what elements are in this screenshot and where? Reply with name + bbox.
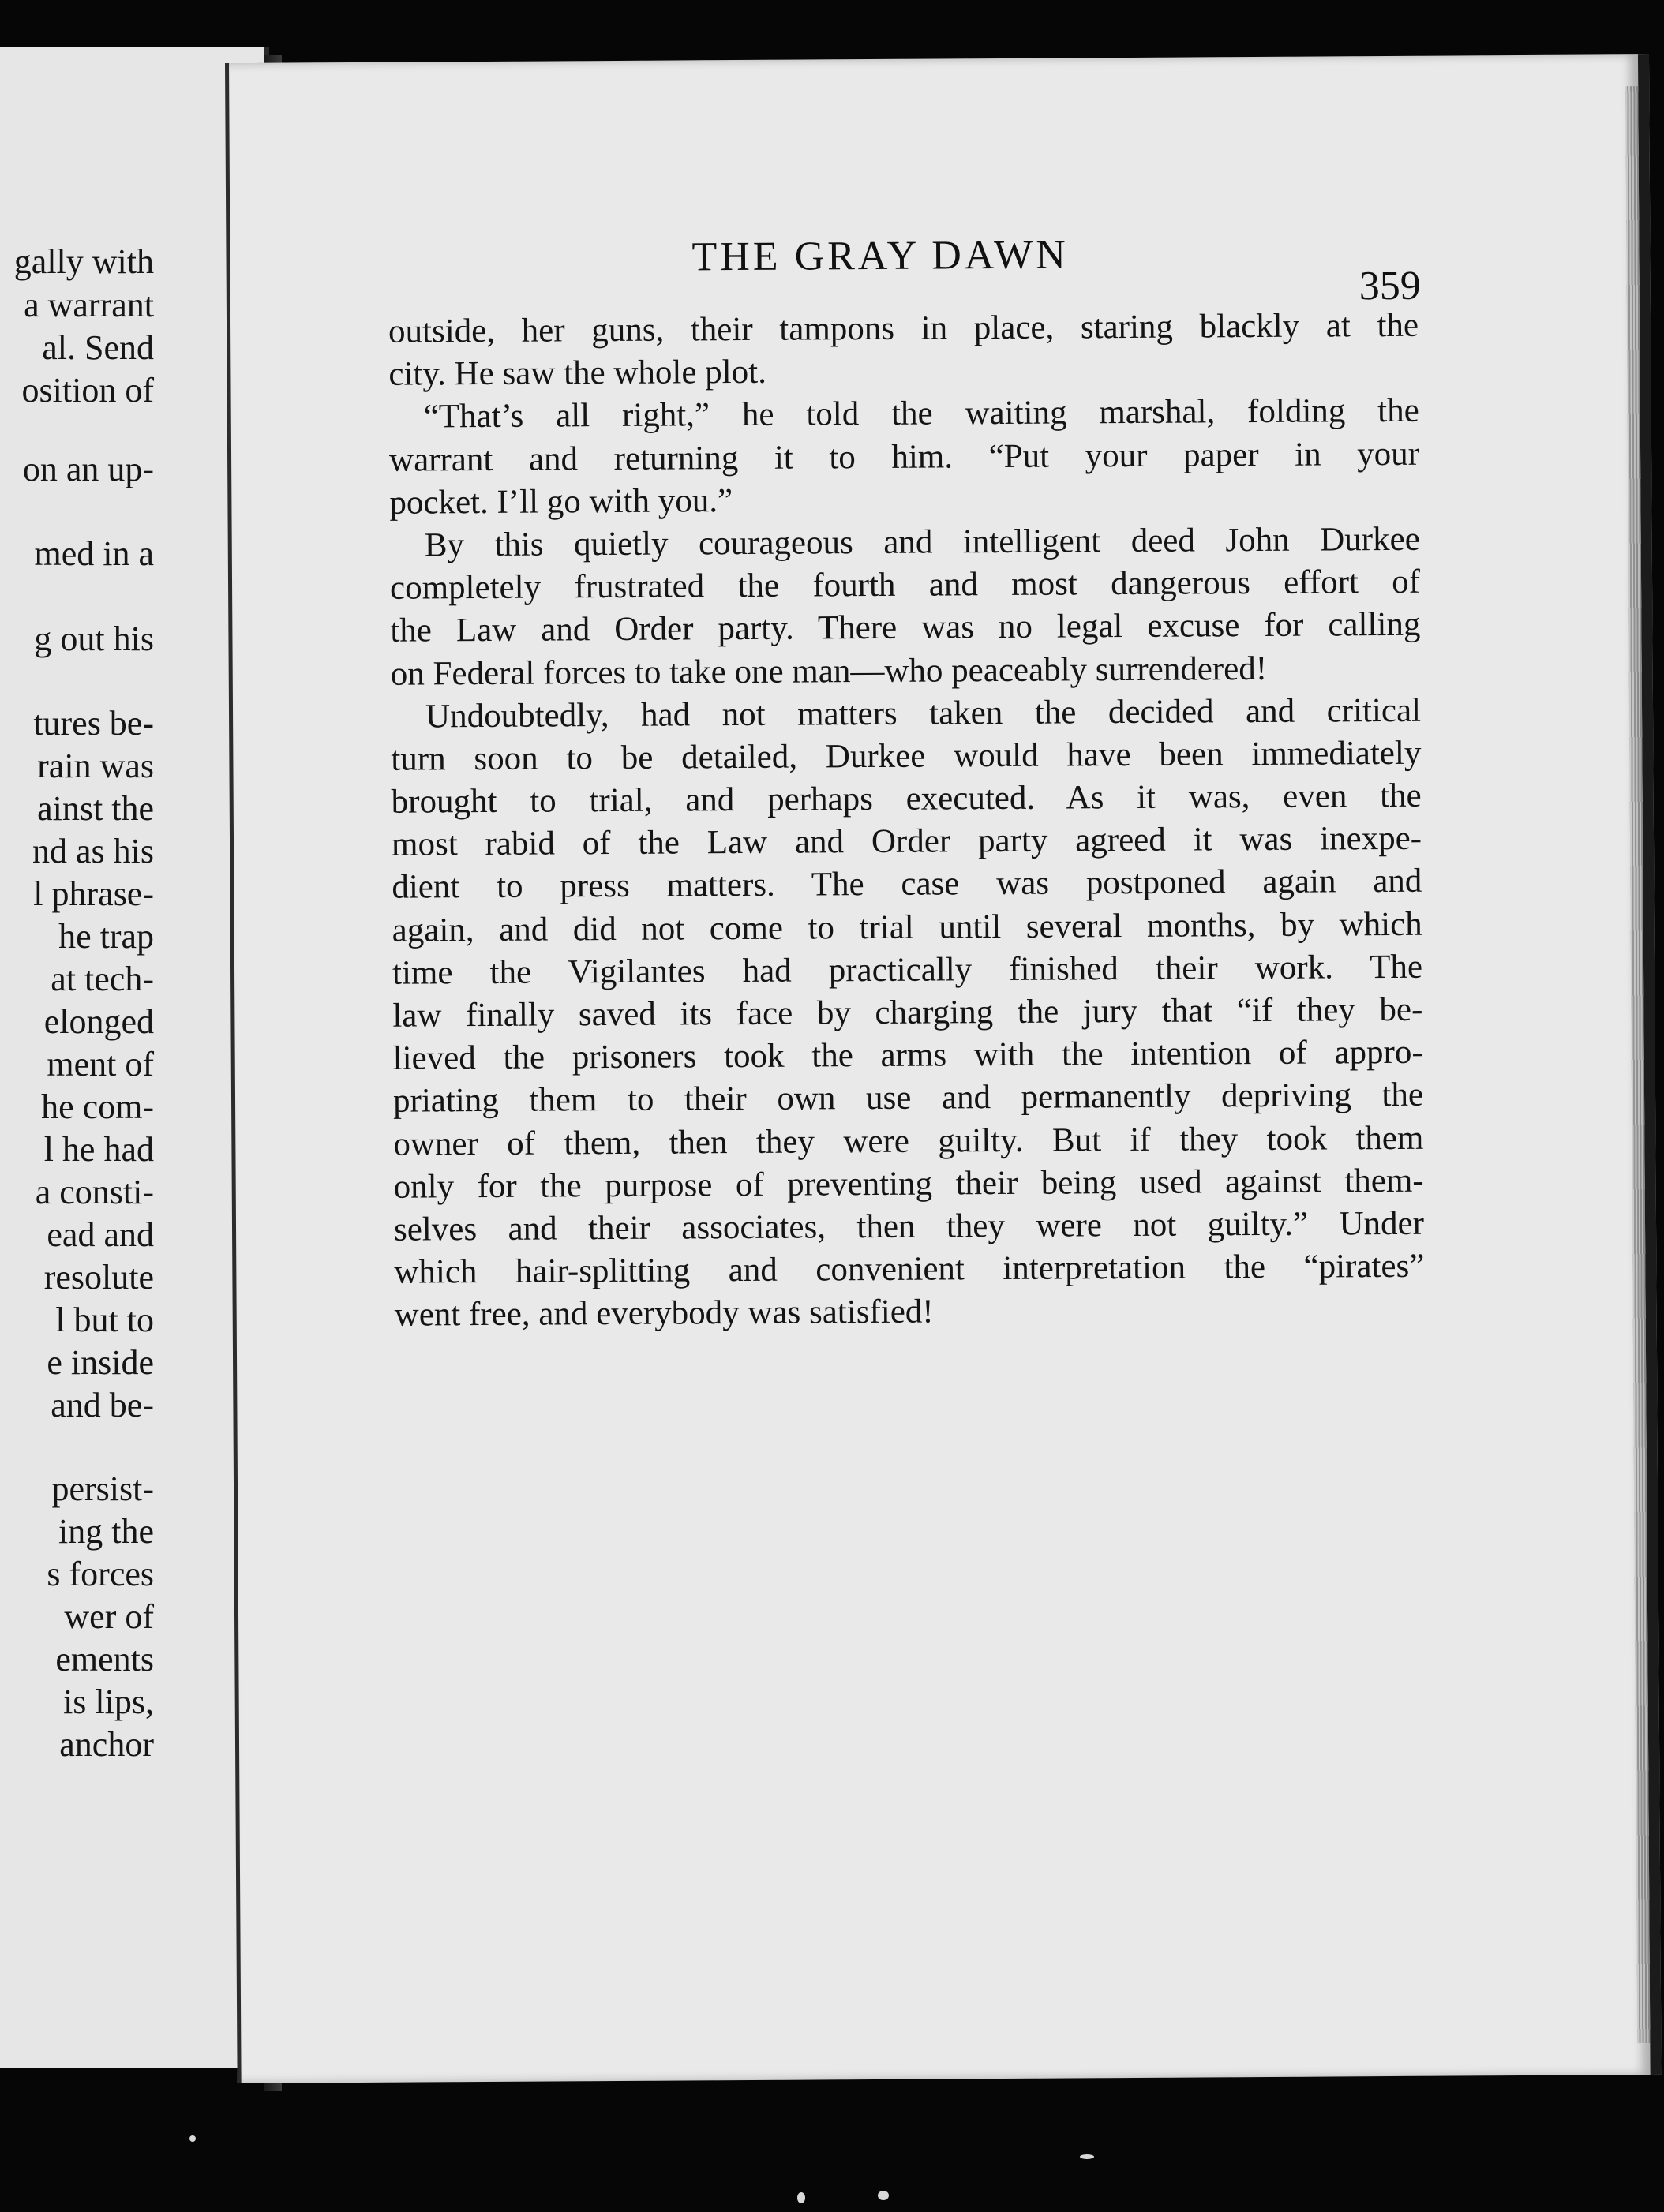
left-page-text-fragment: on an up-	[22, 450, 154, 488]
left-page-text-fragment: and be-	[51, 1386, 154, 1424]
left-page-text-fragment: ing the	[58, 1512, 154, 1551]
left-page-text-fragment: med in a	[34, 534, 154, 573]
left-page-text-fragment: persist-	[51, 1469, 154, 1508]
text-line: warrant and returning it to him. “Put your paper in your	[388, 435, 1420, 479]
scan-speck	[878, 2191, 889, 2200]
text-line: completely frustrated the fourth and most dangerous effort of	[389, 563, 1421, 607]
left-page-text-fragment: at tech-	[51, 960, 154, 998]
left-page-text-fragment: a consti-	[35, 1173, 154, 1211]
left-page-text-fragment: elonged	[43, 1002, 154, 1041]
text-line: again, and did not come to trial until several months, by which	[392, 905, 1422, 949]
left-page-text-fragment: e inside	[47, 1343, 154, 1382]
scan-speck	[189, 2135, 196, 2142]
left-page-text-fragment: he com-	[41, 1087, 154, 1126]
text-line: owner of them, then they were guilty. But if they took them	[393, 1119, 1424, 1163]
text-line: outside, her guns, their tampons in place, staring blackly at the	[388, 306, 1419, 350]
text-line: the Law and Order party. There was no legal excuse for calling	[390, 606, 1421, 650]
text-line: “That’s all right,” he told the waiting marshal, folding the	[423, 392, 1419, 436]
scan-speck	[1080, 2154, 1094, 2159]
text-line: which hair-splitting and convenient interpretation the “pirates”	[394, 1247, 1425, 1291]
left-page-text-fragment: nd as his	[32, 832, 154, 870]
left-page-text-fragment: resolute	[43, 1258, 154, 1297]
text-line: brought to trial, and perhaps executed. As it was, even the	[391, 777, 1422, 821]
left-page-text-fragment: g out his	[34, 619, 154, 658]
left-page-text-fragment: wer of	[64, 1597, 154, 1636]
text-line: city. He saw the whole plot.	[388, 354, 767, 393]
left-page-text-fragment: l but to	[55, 1301, 154, 1339]
text-line: pocket. I’ll go with you.”	[389, 481, 733, 522]
text-line: By this quietly courageous and intelligent deed John Durkee	[424, 520, 1420, 564]
left-page-text-fragment: rain was	[37, 747, 154, 785]
text-line: most rabid of the Law and Order party agreed it was inexpe-	[391, 820, 1422, 863]
left-page-text-fragment: s forces	[47, 1555, 154, 1593]
text-line: Undoubtedly, had not matters taken the decided and critical	[425, 691, 1422, 735]
left-page-text-fragment: osition of	[21, 371, 154, 410]
text-line: turn soon to be detailed, Durkee would have been immediately	[391, 734, 1422, 778]
scan-speck	[797, 2192, 805, 2203]
text-line: only for the purpose of preventing their being used against them-	[393, 1162, 1424, 1206]
left-page-text-fragment: tures be-	[33, 704, 154, 743]
left-page-text-fragment: ment of	[47, 1045, 154, 1084]
left-page-text-fragment: ements	[55, 1640, 154, 1679]
left-page-text-fragment: ainst the	[37, 789, 154, 828]
text-line: priating them to their own use and permanently depriving the	[392, 1076, 1424, 1121]
left-page-text-fragment: a warrant	[24, 286, 154, 324]
left-page-text-fragment: anchor	[59, 1725, 154, 1764]
left-page-text-fragment: l phrase-	[33, 874, 154, 913]
page-edge-shadow	[1625, 86, 1650, 2043]
text-line: dient to press matters. The case was postponed again and	[392, 863, 1422, 907]
left-page-text-fragment: he trap	[58, 917, 154, 956]
left-page-text-column	[0, 47, 264, 2068]
text-line: time the Vigilantes had practically finished their work. The	[392, 948, 1423, 992]
body-text	[388, 305, 1425, 1337]
scan-specks	[0, 2091, 1664, 2212]
right-page	[225, 54, 1662, 2083]
text-line: lieved the prisoners took the arms with the intention of appro-	[392, 1033, 1423, 1077]
text-line: selves and their associates, then they were not guilty.” Under	[393, 1204, 1425, 1248]
left-page-text-fragment: l he had	[43, 1130, 154, 1169]
left-page-text-fragment: gally with	[13, 242, 154, 281]
left-page-text-fragment: ead and	[47, 1215, 154, 1254]
text-line: on Federal forces to take one man—who peaceably surrendered!	[390, 649, 1268, 693]
text-line: law finally saved its face by charging the jury that “if they be-	[392, 990, 1423, 1035]
left-page-text-fragment: al. Send	[42, 328, 154, 367]
running-head: THE GRAY DAWN	[691, 232, 1069, 280]
left-page-text-fragment: is lips,	[63, 1682, 154, 1721]
text-line: went free, and everybody was satisfied!	[394, 1293, 934, 1334]
page-number: 359	[1359, 263, 1421, 309]
